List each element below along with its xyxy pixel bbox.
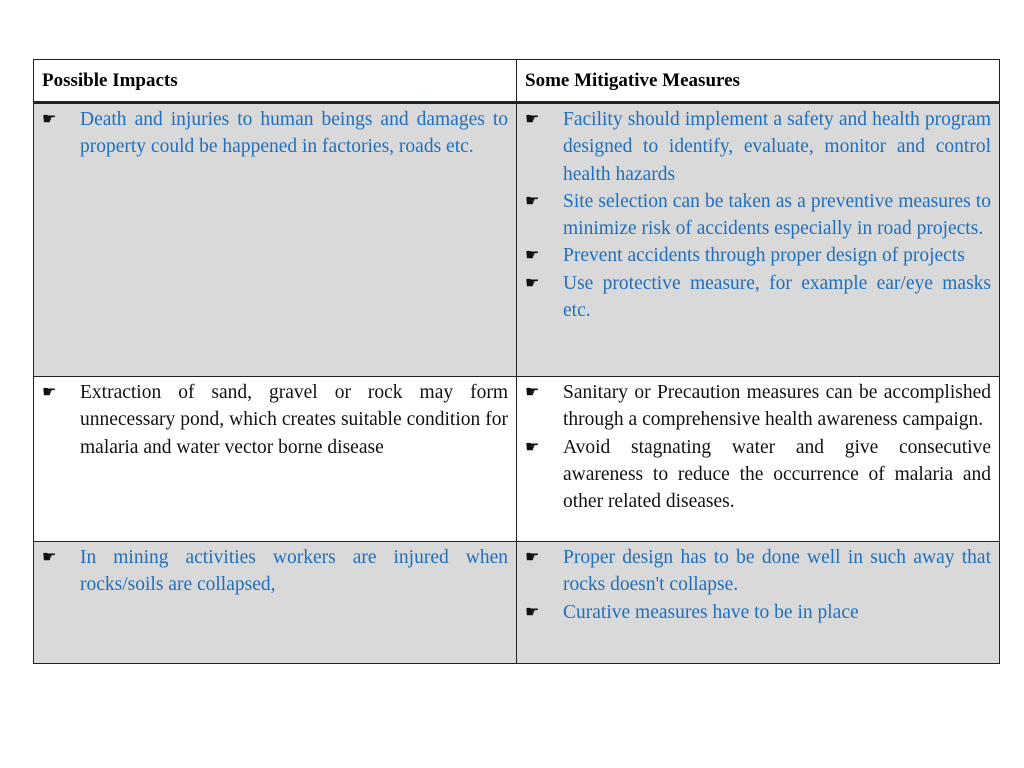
- measure-text: Use protective measure, for example ear/eye masks etc.: [563, 272, 991, 322]
- measures-cell: [517, 103, 1000, 377]
- list-item: [525, 188, 991, 243]
- pointing-hand-icon: ☛: [525, 549, 540, 566]
- list-item: [525, 379, 991, 434]
- list-item: [525, 242, 991, 269]
- pointing-hand-icon: ☛: [525, 603, 540, 621]
- list-item: [525, 106, 991, 188]
- pointing-hand-icon: ☛: [42, 111, 57, 128]
- pointing-hand-icon: ☛: [525, 274, 540, 292]
- list-item: [42, 106, 508, 161]
- list-item: [42, 544, 508, 599]
- pointing-hand-icon: ☛: [42, 549, 57, 566]
- impacts-cell: [34, 377, 517, 542]
- impact-text: Death and injuries to human beings and damages to property could be happened in factories, roads etc.: [80, 109, 508, 158]
- measure-text: Facility should implement a safety and health program designed to identify, evaluate, monitor and control health hazards: [563, 109, 991, 185]
- list-item: [525, 544, 991, 599]
- header-row: [34, 60, 1000, 103]
- impact-text: Extraction of sand, gravel or rock may form unnecessary pond, which creates suitable condition for malaria and water vector borne disease: [80, 382, 508, 458]
- measures-cell: [517, 377, 1000, 542]
- measure-text: Curative measures have to be in place: [563, 601, 859, 623]
- header-possible-impacts: Possible Impacts: [34, 60, 517, 103]
- table-row: [34, 542, 1000, 664]
- measure-text: Sanitary or Precaution measures can be accomplished through a comprehensive health awareness campaign.: [563, 382, 991, 431]
- pointing-hand-icon: ☛: [525, 111, 540, 128]
- pointing-hand-icon: ☛: [525, 247, 540, 265]
- list-item: [42, 379, 508, 461]
- list-item: [525, 434, 991, 516]
- impacts-cell: [34, 103, 517, 377]
- impacts-mitigation-table: [33, 59, 1000, 664]
- measure-text: Avoid stagnating water and give consecutive awareness to reduce the occurrence of malaria and other related diseases.: [563, 436, 991, 513]
- impacts-cell: [34, 542, 517, 664]
- table-row: [34, 103, 1000, 377]
- pointing-hand-icon: ☛: [42, 384, 57, 401]
- measure-text: Prevent accidents through proper design of projects: [563, 245, 965, 267]
- pointing-hand-icon: ☛: [525, 384, 540, 401]
- table-row: [34, 377, 1000, 542]
- measures-cell: [517, 542, 1000, 664]
- impact-text: In mining activities workers are injured when rocks/soils are collapsed,: [80, 547, 508, 596]
- header-mitigative-measures: Some Mitigative Measures: [517, 60, 1000, 103]
- pointing-hand-icon: ☛: [525, 192, 540, 210]
- measure-text: Proper design has to be done well in such away that rocks doesn't collapse.: [563, 547, 991, 596]
- pointing-hand-icon: ☛: [525, 438, 540, 456]
- list-item: [525, 599, 991, 626]
- measure-text: Site selection can be taken as a preventive measures to minimize risk of accidents especially in road projects.: [563, 190, 991, 240]
- list-item: [525, 270, 991, 325]
